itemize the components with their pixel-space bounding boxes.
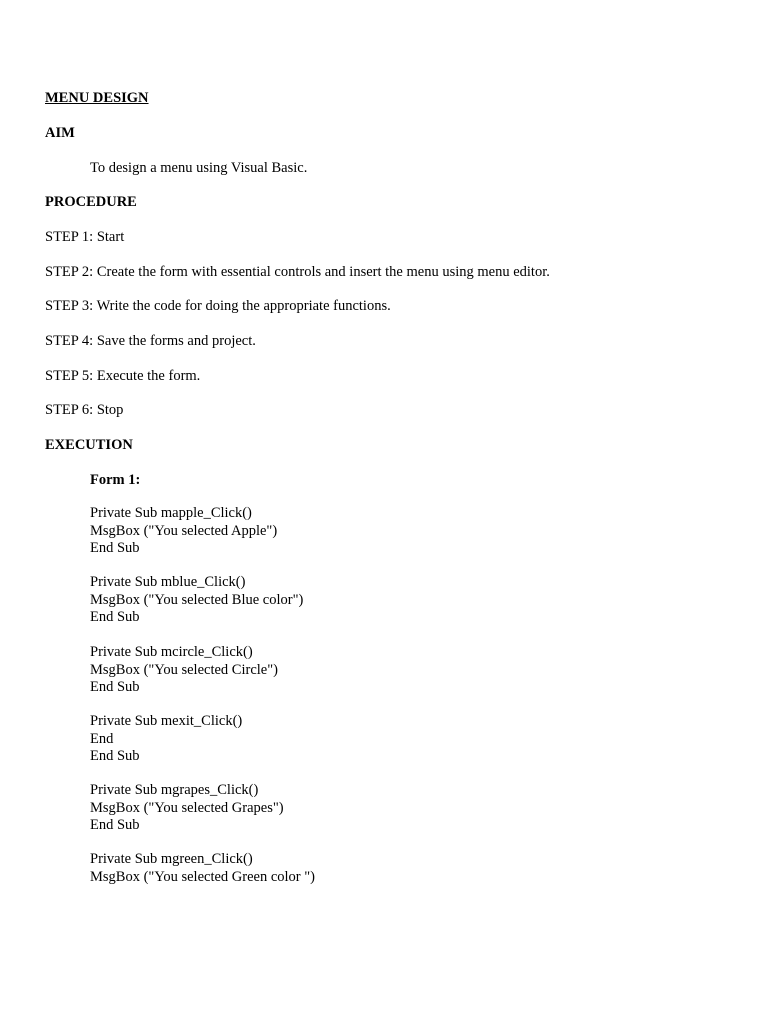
code-line: MsgBox ("You selected Apple")	[90, 522, 278, 539]
document-title: MENU DESIGN	[45, 90, 149, 106]
code-block-apple	[90, 505, 277, 558]
step-2: STEP 2: Create the form with essential controls and insert the menu using menu editor.	[45, 264, 550, 280]
code-line: End	[90, 730, 114, 747]
code-line: End Sub	[90, 748, 140, 764]
form-label: Form 1:	[90, 472, 141, 488]
code-line: End Sub	[90, 679, 140, 695]
code-line: Private Sub mgrapes_Click()	[90, 782, 259, 798]
code-line: Private Sub mblue_Click()	[90, 574, 246, 590]
code-block-green	[90, 851, 315, 886]
code-block-blue	[90, 574, 303, 627]
code-line: Private Sub mgreen_Click()	[90, 851, 253, 867]
code-line: Private Sub mcircle_Click()	[90, 644, 253, 660]
aim-text: To design a menu using Visual Basic.	[90, 160, 308, 176]
code-line: End Sub	[90, 540, 140, 556]
step-3: STEP 3: Write the code for doing the appropriate functions.	[45, 298, 391, 314]
code-block-circle	[90, 644, 278, 697]
step-6: STEP 6: Stop	[45, 402, 124, 418]
code-line: MsgBox ("You selected Blue color")	[90, 591, 304, 608]
code-line: MsgBox ("You selected Grapes")	[90, 799, 284, 816]
code-line: End Sub	[90, 609, 140, 625]
procedure-heading: PROCEDURE	[45, 194, 137, 210]
code-line: Private Sub mexit_Click()	[90, 713, 243, 729]
code-line: MsgBox ("You selected Circle")	[90, 661, 278, 678]
code-line: Private Sub mapple_Click()	[90, 505, 252, 521]
aim-heading: AIM	[45, 125, 75, 141]
code-block-exit	[90, 713, 242, 766]
code-line: MsgBox ("You selected Green color ")	[90, 868, 316, 885]
step-4: STEP 4: Save the forms and project.	[45, 333, 256, 349]
step-5: STEP 5: Execute the form.	[45, 368, 201, 384]
code-line: End Sub	[90, 817, 140, 833]
execution-heading: EXECUTION	[45, 437, 133, 453]
code-block-grapes	[90, 782, 284, 835]
step-1: STEP 1: Start	[45, 229, 125, 245]
